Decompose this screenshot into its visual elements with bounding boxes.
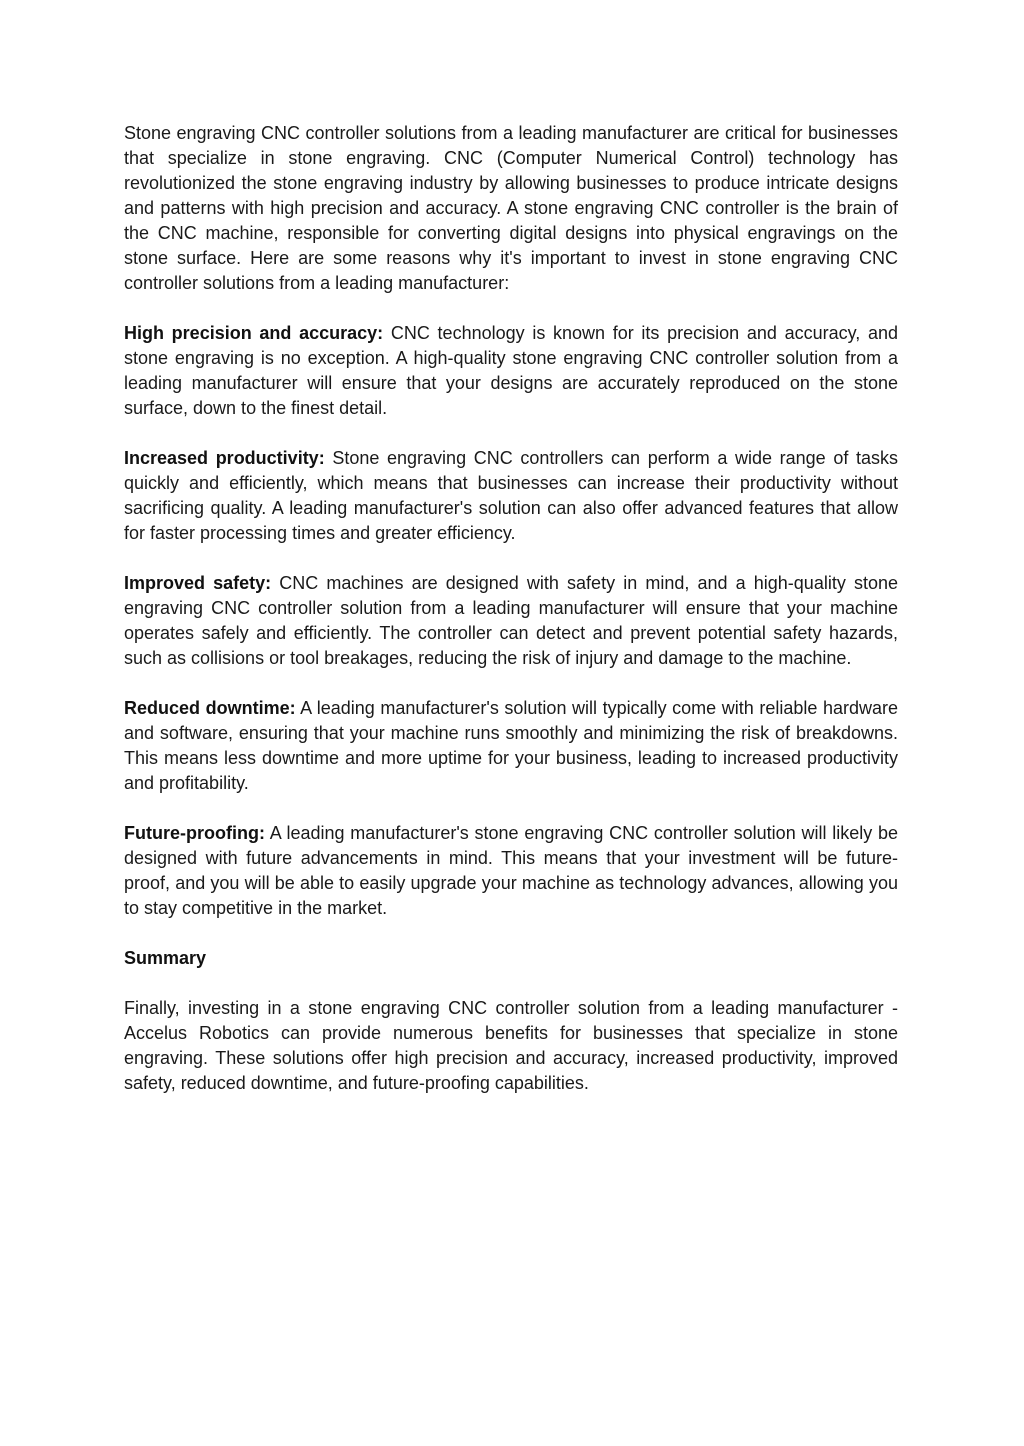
section-increased-productivity — [124, 446, 898, 546]
section-body: Stone engraving CNC controllers can perform a wide range of tasks quickly and efficiently, which means that businesses can increase their productivity without sacrificing quality. A leading manufacturer's solution can also offer advanced features that allow for faster processing times and greater efficiency. — [124, 448, 898, 543]
section-body: A leading manufacturer's solution will typically come with reliable hardware and software, ensuring that your machine runs smoothly and minimizing the risk of breakdowns. This means less downtime and more uptime for your business, leading to increased productivity and profitability. — [124, 698, 898, 793]
document-page — [124, 121, 898, 1121]
section-title: High precision and accuracy: — [124, 323, 384, 343]
section-body: A leading manufacturer's stone engraving CNC controller solution will likely be designed with future advancements in mind. This means that your investment will be future-proof, and you will be able to easily upgrade your machine as technology advances, allowing you to stay competitive in the market. — [124, 823, 898, 918]
section-body: CNC machines are designed with safety in mind, and a high-quality stone engraving CNC controller solution from a leading manufacturer will ensure that your machine operates safely and efficiently. The controller can detect and prevent potential safety hazards, such as collisions or tool breakages, reducing the risk of injury and damage to the machine. — [124, 573, 898, 668]
section-title: Future-proofing: — [124, 823, 265, 843]
section-reduced-downtime — [124, 696, 898, 796]
section-title: Increased productivity: — [124, 448, 325, 468]
summary-paragraph: Finally, investing in a stone engraving CNC controller solution from a leading manufacturer - Accelus Robotics can provide numerous benefits for businesses that specialize in stone engraving. These solutions offer high precision and accuracy, increased productivity, improved safety, reduced downtime, and future-proofing capabilities. — [124, 998, 898, 1093]
section-body: CNC technology is known for its precision and accuracy, and stone engraving is no exception. A high-quality stone engraving CNC controller solution from a leading manufacturer will ensure that your designs are accurately reproduced on the stone surface, down to the finest detail. — [124, 323, 899, 418]
section-high-precision — [124, 321, 898, 421]
section-title: Reduced downtime: — [124, 698, 296, 718]
intro-paragraph: Stone engraving CNC controller solutions from a leading manufacturer are critical for businesses that specialize in stone engraving. CNC (Computer Numerical Control) technology has revolutionized the stone engraving industry by allowing businesses to produce intricate designs and patterns with high precision and accuracy. A stone engraving CNC controller is the brain of the CNC machine, responsible for converting digital designs into physical engravings on the stone surface. Here are some reasons why it's important to invest in stone engraving CNC controller solutions from a leading manufacturer: — [124, 123, 898, 293]
summary-heading: Summary — [124, 948, 207, 968]
section-improved-safety — [124, 571, 898, 671]
section-title: Improved safety: — [124, 573, 272, 593]
section-future-proofing — [124, 821, 898, 921]
